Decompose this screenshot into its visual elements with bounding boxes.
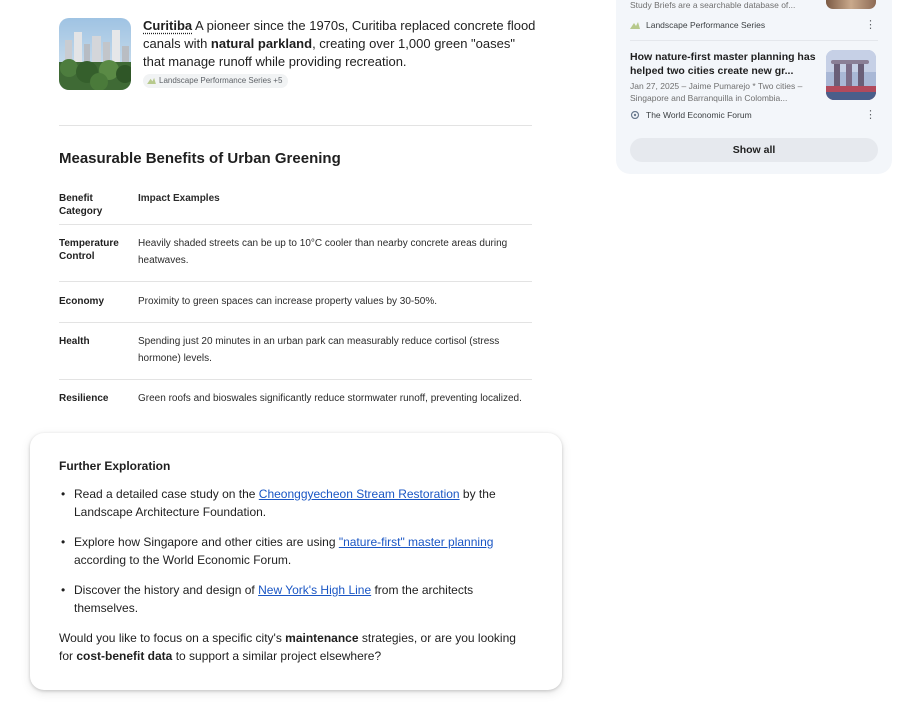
prev-source-thumbnail[interactable] bbox=[826, 0, 876, 9]
city-highlight: natural parkland bbox=[210, 36, 313, 51]
table-row bbox=[59, 225, 532, 282]
prev-source-snippet: Study Briefs are a searchable database of... bbox=[630, 0, 796, 10]
wef-logo-icon bbox=[630, 111, 640, 119]
more-vert-icon[interactable]: ⋮ bbox=[865, 19, 876, 31]
question-bold: cost-benefit data bbox=[76, 649, 173, 663]
show-all-button[interactable]: Show all bbox=[630, 138, 878, 162]
article-meta: Jan 27, 2025 – Jaime Pumarejo * Two cities – Singapore and Barranquilla in Colombia... bbox=[630, 81, 803, 103]
item-text: Read a detailed case study on the bbox=[74, 487, 259, 501]
table-row bbox=[59, 323, 532, 380]
high-line-link[interactable]: New York's High Line bbox=[258, 583, 372, 597]
row-category: Health bbox=[59, 336, 90, 347]
article-title[interactable]: How nature-first master planning has helped two cities create new gr... bbox=[630, 51, 816, 77]
cheonggyecheon-link[interactable]: Cheonggyecheon Stream Restoration bbox=[258, 487, 460, 501]
further-exploration-card bbox=[30, 433, 562, 690]
item-text: by the Landscape Architecture Foundation. bbox=[74, 487, 496, 519]
explore-title: Further Exploration bbox=[59, 459, 171, 473]
row-category: Resilience bbox=[59, 393, 109, 404]
section-divider bbox=[59, 125, 532, 126]
list-item bbox=[59, 485, 529, 521]
question-text: to support a similar project elsewhere? bbox=[172, 649, 382, 663]
table-header-row bbox=[59, 188, 532, 225]
item-text: Discover the history and design of bbox=[74, 583, 259, 597]
row-category: Economy bbox=[59, 296, 105, 307]
explore-list bbox=[59, 485, 529, 629]
item-text: according to the World Economic Forum. bbox=[74, 553, 292, 567]
source-chip-label: Landscape Performance Series +5 bbox=[159, 75, 283, 85]
question-text: Would you like to focus on a specific city's bbox=[59, 631, 286, 645]
city-name-link[interactable]: Curitiba bbox=[143, 18, 193, 33]
item-text: Explore how Singapore and other cities are using bbox=[74, 535, 339, 549]
question-text: strategies, or are you looking for bbox=[59, 631, 516, 663]
row-impact: Heavily shaded streets can be up to 10°C cooler than nearby concrete areas during heatwaves. bbox=[138, 238, 508, 266]
table-row bbox=[59, 380, 532, 434]
nature-first-link[interactable]: "nature-first" master planning bbox=[338, 535, 494, 549]
source-logo-icon bbox=[630, 21, 640, 29]
benefits-table bbox=[59, 188, 532, 434]
city-text-intro: A pioneer since the 1970s, Curitiba replaced concrete flood canals with bbox=[143, 18, 536, 51]
follow-up-question bbox=[59, 629, 529, 665]
prev-source-name[interactable] bbox=[630, 20, 765, 30]
article-thumbnail[interactable] bbox=[826, 50, 876, 100]
row-impact: Proximity to green spaces can increase property values by 30-50%. bbox=[138, 296, 438, 307]
row-impact: Spending just 20 minutes in an urban park can measurably reduce cortisol (stress hormone) levels. bbox=[138, 336, 500, 364]
row-category: Temperature Control bbox=[59, 238, 119, 262]
list-item bbox=[59, 581, 529, 617]
section-title: Measurable Benefits of Urban Greening bbox=[59, 150, 341, 167]
curitiba-thumbnail[interactable] bbox=[59, 18, 131, 90]
city-text-outro: , creating over 1,000 green "oases" that manage runoff while providing recreation. bbox=[143, 36, 515, 69]
source-divider bbox=[630, 40, 878, 41]
table-row bbox=[59, 282, 532, 323]
header-benefit-category: Benefit Category bbox=[59, 193, 103, 217]
header-impact-examples: Impact Examples bbox=[138, 193, 220, 204]
prev-source-label: Landscape Performance Series bbox=[646, 20, 766, 30]
item-text: from the architects themselves. bbox=[74, 583, 474, 615]
source-logo-icon bbox=[147, 77, 156, 84]
question-bold: maintenance bbox=[285, 631, 359, 645]
row-impact: Green roofs and bioswales significantly reduce stormwater runoff, preventing localized. bbox=[138, 393, 522, 404]
source-chip[interactable] bbox=[143, 74, 288, 88]
list-item bbox=[59, 533, 529, 569]
more-vert-icon[interactable]: ⋮ bbox=[865, 109, 876, 121]
article-source[interactable] bbox=[630, 110, 752, 120]
article-source-label: The World Economic Forum bbox=[646, 110, 752, 120]
city-description bbox=[143, 17, 539, 89]
sources-panel bbox=[616, 0, 892, 174]
